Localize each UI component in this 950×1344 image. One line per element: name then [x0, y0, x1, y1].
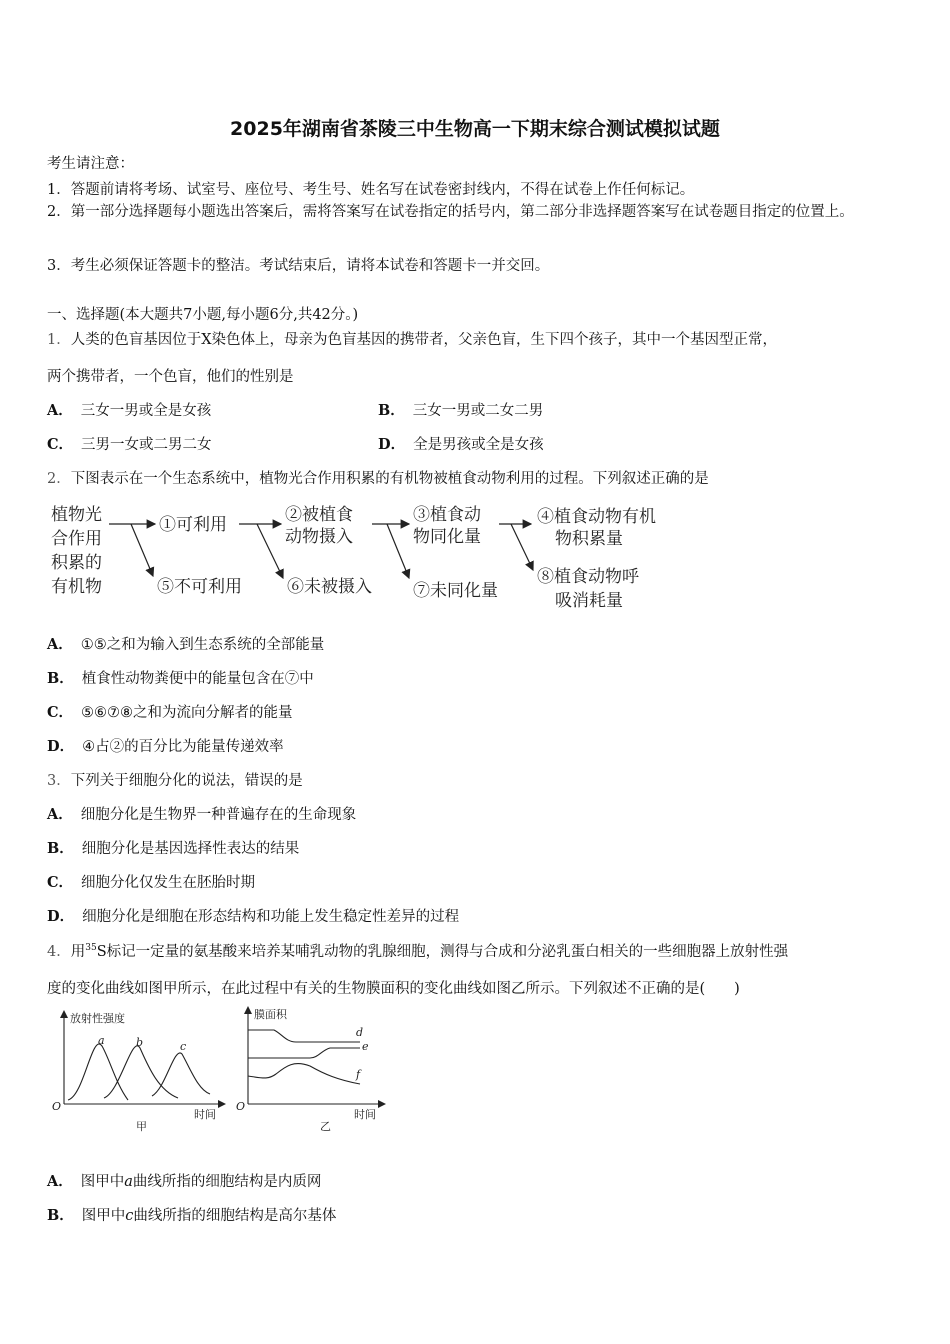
- question-4-stem: [47, 940, 788, 961]
- y-label: 膜面积: [254, 1008, 287, 1021]
- notice-heading: 考生请注意：: [47, 156, 134, 172]
- option-text: ④占②的百分比为能量传递效率: [82, 739, 284, 755]
- stem-text: 下列关于细胞分化的说法，错误的是: [70, 773, 303, 789]
- option-b[interactable]: [47, 1204, 336, 1225]
- option-label: B．: [47, 840, 74, 857]
- curve-label: b: [136, 1036, 144, 1049]
- option-label: A．: [47, 1173, 73, 1190]
- option-text: ①⑤之和为输入到生态系统的全部能量: [80, 637, 325, 653]
- node-3: ③植食动: [413, 505, 481, 525]
- option-label: A．: [47, 402, 73, 419]
- curve-a: [68, 1044, 128, 1100]
- option-label: D．: [47, 908, 75, 925]
- node-8: ⑧植食动物呼: [537, 567, 639, 587]
- option-c[interactable]: [47, 701, 293, 722]
- option-label: D．: [378, 436, 406, 453]
- option-b[interactable]: [47, 667, 314, 688]
- node-4: ④植食动物有机: [537, 507, 656, 527]
- node-2: 动物摄入: [285, 527, 353, 547]
- option-label: A．: [47, 806, 73, 823]
- curve-d: [248, 1030, 360, 1042]
- curve-label: f: [356, 1068, 361, 1081]
- stem-text: 人类的色盲基因位于X染色体上，母亲为色盲基因的携带者，父亲色盲，生下四个孩子，其中一个基因型正常，: [70, 332, 778, 348]
- arrow: [511, 524, 533, 570]
- node-7: ⑦未同化量: [413, 581, 498, 601]
- option-d[interactable]: [47, 905, 459, 926]
- isotope-superscript: 35: [85, 943, 97, 954]
- page-title: 2025年湖南省茶陵三中生物高一下期末综合测试模拟试题: [230, 118, 720, 140]
- node-2: ②被植食: [285, 505, 353, 525]
- curve-e: [248, 1048, 360, 1058]
- question-number: 2．: [47, 471, 71, 487]
- question-number: 3．: [47, 773, 71, 789]
- stem-text: 用: [70, 944, 86, 960]
- x-label: 时间: [194, 1108, 216, 1121]
- curve-label: a: [98, 1034, 105, 1047]
- option-label: B．: [47, 1207, 74, 1224]
- node-text: 合作用: [51, 529, 102, 549]
- option-b[interactable]: [47, 837, 299, 858]
- curve-f: [248, 1064, 360, 1084]
- option-d[interactable]: [47, 735, 284, 756]
- node-5: ⑤不可利用: [157, 577, 242, 597]
- stem-text: S标记一定量的氨基酸来培养某哺乳动物的乳腺细胞，测得与合成和分泌乳蛋白相关的一些细胞器上放射性强: [96, 944, 789, 960]
- origin-label: O: [236, 1100, 246, 1113]
- graph-yi: [238, 1004, 388, 1134]
- question-3-stem: [47, 769, 303, 790]
- curve-c: [152, 1053, 210, 1096]
- option-label: C．: [47, 436, 74, 453]
- option-d[interactable]: [378, 433, 544, 454]
- option-a[interactable]: [47, 633, 324, 654]
- option-text: 三男一女或二男二女: [81, 437, 212, 453]
- y-label: 放射性强度: [70, 1012, 125, 1025]
- graph-caption: 甲: [136, 1120, 147, 1133]
- arrow: [257, 524, 283, 578]
- question-number: 4．: [47, 944, 71, 960]
- stem-text: 下图表示在一个生态系统中，植物光合作用积累的有机物被植食动物利用的过程。下列叙述正确的是: [70, 471, 709, 487]
- option-a[interactable]: [47, 1170, 321, 1191]
- option-var: c: [125, 1208, 134, 1224]
- node-text: 有机物: [51, 577, 102, 597]
- node-text: 积累的: [51, 553, 102, 573]
- option-text: 细胞分化是细胞在形态结构和功能上发生稳定性差异的过程: [82, 909, 460, 925]
- curve-b: [104, 1046, 178, 1098]
- curve-label: e: [362, 1040, 369, 1053]
- option-text: 细胞分化是生物界一种普遍存在的生命现象: [80, 807, 357, 823]
- option-c[interactable]: [47, 433, 212, 454]
- question-4-stem-cont: 度的变化曲线如图甲所示，在此过程中有关的生物膜面积的变化曲线如图乙所示。下列叙述不正确的是( ): [47, 981, 740, 997]
- node-6: ⑥未被摄入: [287, 577, 372, 597]
- notice-item: 1．答题前请将考场、试室号、座位号、考生号、姓名写在试卷密封线内，不得在试卷上作任何标记。: [47, 182, 695, 198]
- origin-label: O: [52, 1100, 62, 1113]
- option-b[interactable]: [378, 399, 543, 420]
- option-text: 细胞分化仅发生在胚胎时期: [81, 875, 256, 891]
- node-1: ①可利用: [159, 515, 227, 535]
- question-2-stem: [47, 467, 709, 488]
- arrow: [131, 524, 153, 576]
- option-text: 图甲中: [80, 1174, 125, 1190]
- notice-item: 3．考生必须保证答题卡的整洁。考试结束后，请将本试卷和答题卡一并交回。: [47, 258, 550, 274]
- option-text: 植食性动物粪便中的能量包含在⑦中: [81, 671, 314, 687]
- option-a[interactable]: [47, 803, 356, 824]
- curve-label: c: [180, 1040, 187, 1053]
- graph-jia: [48, 1010, 228, 1135]
- x-label: 时间: [354, 1108, 376, 1121]
- option-c[interactable]: [47, 871, 255, 892]
- question-1-stem-cont: 两个携带者，一个色盲，他们的性别是: [47, 369, 294, 385]
- section-heading: 一、选择题(本大题共7小题,每小题6分,共42分。): [47, 307, 359, 323]
- option-label: B．: [378, 402, 405, 419]
- option-text: ⑤⑥⑦⑧之和为流向分解者的能量: [81, 705, 293, 721]
- energy-flow-diagram: [47, 500, 707, 615]
- option-label: C．: [47, 704, 74, 721]
- curve-label: d: [356, 1026, 364, 1039]
- arrow: [387, 524, 409, 578]
- option-text: 全是男孩或全是女孩: [413, 437, 544, 453]
- option-var: a: [124, 1174, 133, 1190]
- option-text: 细胞分化是基因选择性表达的结果: [81, 841, 300, 857]
- option-text: 三女一男或二女二男: [412, 403, 544, 419]
- node-4: 物积累量: [555, 529, 623, 549]
- question-1-stem: [47, 328, 777, 349]
- option-label: C．: [47, 874, 74, 891]
- node-3: 物同化量: [413, 527, 481, 547]
- option-label: D．: [47, 738, 75, 755]
- option-label: B．: [47, 670, 74, 687]
- option-text: 曲线所指的细胞结构是内质网: [132, 1174, 322, 1190]
- option-text: 曲线所指的细胞结构是高尔基体: [133, 1208, 337, 1224]
- option-a[interactable]: [47, 399, 211, 420]
- node-text: 植物光: [51, 505, 102, 525]
- graph-caption: 乙: [320, 1120, 331, 1133]
- option-label: A．: [47, 636, 73, 653]
- notice-item: 2．第一部分选择题每小题选出答案后，需将答案写在试卷指定的括号内，第二部分非选择题答案写在试卷题目指定的位置上。: [47, 204, 854, 220]
- node-8: 吸消耗量: [555, 591, 623, 611]
- question-number: 1．: [47, 332, 71, 348]
- option-text: 三女一男或全是女孩: [80, 403, 212, 419]
- option-text: 图甲中: [81, 1208, 126, 1224]
- source-node: [51, 505, 102, 597]
